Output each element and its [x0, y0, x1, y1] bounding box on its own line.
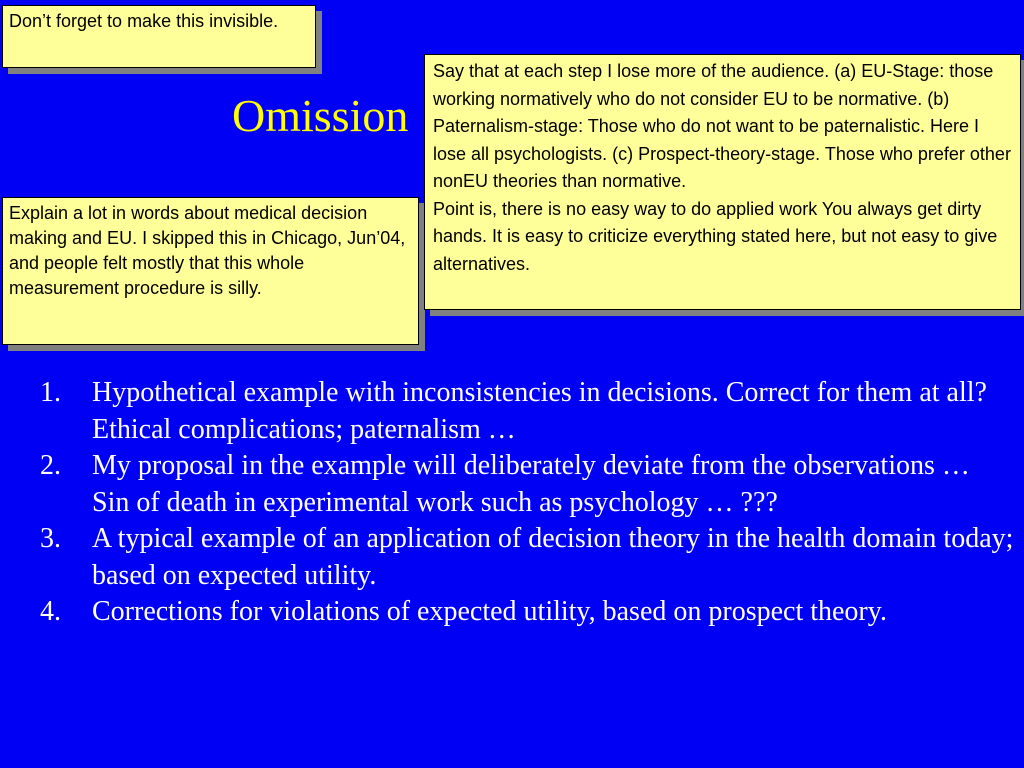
list-item-number: 1. — [40, 377, 61, 408]
list-item-number: 2. — [40, 450, 61, 481]
list-item-number: 3. — [40, 523, 61, 554]
list-item-text: A typical example of an application of decision theory in the health domain today; based on expected utility. — [92, 523, 1014, 591]
note-text: Say that at each step I lose more of the audience. (a) EU-Stage: those working normatively who do not consider EU to be normative. (b) Paternalism-stage: Those who do not want to be paternalistic. Here I lose all psychologists. (c) Prospect-theory-stage. Those who prefer other nonEU theories than normative. Point is, there is no easy way to do applied work You always get dirty hands. It is easy to criticize everything stated here, but not easy to give alternatives. — [433, 61, 1011, 274]
note-text: Don’t forget to make this invisible. — [9, 11, 279, 31]
slide-title: Omission — [232, 90, 409, 141]
speaker-note-audience-stages[interactable] — [424, 54, 1021, 310]
list-item — [40, 375, 1015, 448]
list-item-text: Corrections for violations of expected utility, based on prospect theory. — [92, 596, 887, 627]
list-item — [40, 448, 1015, 521]
list-item-number: 4. — [40, 596, 61, 627]
list-item-text: Hypothetical example with inconsistencies in decisions. Correct for them at all? Ethical complications; paternalism … — [92, 377, 987, 445]
speaker-note-invisible-reminder[interactable] — [2, 5, 316, 68]
list-item-text: My proposal in the example will deliberately deviate from the observations … Sin of death in experimental work such as psychology … ??? — [92, 450, 970, 518]
note-text: Explain a lot in words about medical decision making and EU. I skipped this in Chicago, Jun’04, and people felt mostly that this whole measurement procedure is silly. — [9, 203, 406, 298]
list-item — [40, 594, 1015, 631]
speaker-note-medical-decision[interactable] — [2, 197, 419, 345]
list-item — [40, 521, 1015, 594]
numbered-list — [40, 375, 1015, 631]
